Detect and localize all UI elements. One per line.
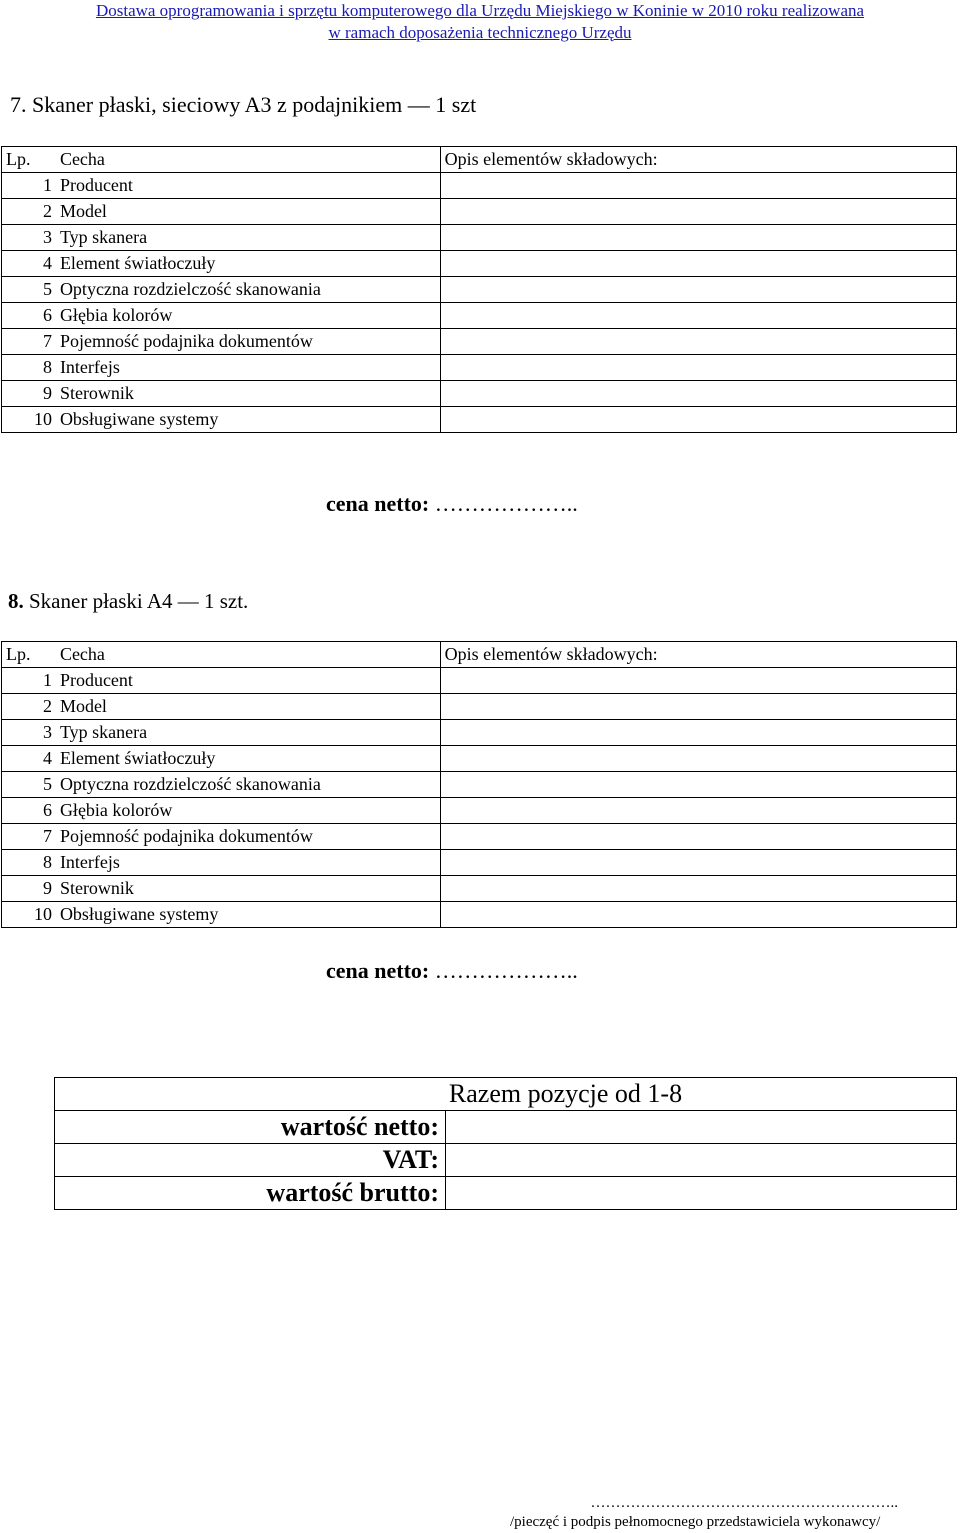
table-row (2, 850, 957, 876)
row-description (440, 381, 956, 407)
signature-caption: /pieczęć i podpis pełnomocnego przedstawiciela wykonawcy/ (510, 1514, 881, 1530)
row-description (440, 746, 956, 772)
row-feature: Pojemność podajnika dokumentów (56, 824, 440, 850)
summary-label-net: wartość netto: (55, 1111, 446, 1144)
row-number: 4 (2, 746, 56, 772)
row-feature: Typ skanera (56, 720, 440, 746)
row-description (440, 355, 956, 381)
section-8-spec-table (1, 641, 957, 928)
row-feature: Głębia kolorów (56, 798, 440, 824)
section-8-title-num: 8. (8, 589, 24, 613)
summary-title-row (55, 1078, 957, 1111)
table-row (2, 772, 957, 798)
section-7-spec-table (1, 146, 957, 433)
row-description (440, 694, 956, 720)
row-number: 8 (2, 850, 56, 876)
row-feature: Optyczna rozdzielczość skanowania (56, 772, 440, 798)
section-7-price (326, 491, 578, 517)
row-description (440, 329, 956, 355)
table-row (2, 303, 957, 329)
row-feature: Model (56, 694, 440, 720)
row-number: 6 (2, 798, 56, 824)
section-8-price-value: ……………….. (434, 958, 578, 983)
table-row (2, 355, 957, 381)
summary-label-gross: wartość brutto: (55, 1177, 446, 1210)
header-line-2: w ramach doposażenia technicznego Urzędu (328, 23, 632, 42)
summary-row-vat (55, 1144, 957, 1177)
table-row (2, 329, 957, 355)
row-description (440, 850, 956, 876)
row-description (440, 173, 956, 199)
row-feature: Obsługiwane systemy (56, 407, 440, 433)
row-number: 3 (2, 720, 56, 746)
row-feature: Sterownik (56, 381, 440, 407)
summary-row-net (55, 1111, 957, 1144)
header-lp: Lp. (2, 147, 56, 173)
row-description (440, 225, 956, 251)
row-number: 8 (2, 355, 56, 381)
row-feature: Głębia kolorów (56, 303, 440, 329)
row-feature: Producent (56, 668, 440, 694)
row-description (440, 277, 956, 303)
table-row (2, 277, 957, 303)
row-number: 9 (2, 876, 56, 902)
row-description (440, 772, 956, 798)
table-header-row (2, 147, 957, 173)
row-description (440, 720, 956, 746)
summary-value-vat (446, 1144, 957, 1177)
summary-title: Razem pozycje od 1-8 (55, 1078, 957, 1111)
table-row (2, 251, 957, 277)
row-description (440, 668, 956, 694)
section-8-spec-body (2, 642, 957, 928)
row-number: 5 (2, 772, 56, 798)
header-feature: Cecha (56, 147, 440, 173)
row-description (440, 407, 956, 433)
row-feature: Producent (56, 173, 440, 199)
table-row (2, 876, 957, 902)
header-lp: Lp. (2, 642, 56, 668)
row-feature: Typ skanera (56, 225, 440, 251)
header-description: Opis elementów składowych: (440, 147, 956, 173)
table-row (2, 720, 957, 746)
header-line-1: Dostawa oprogramowania i sprzętu komputerowego dla Urzędu Miejskiego w Koninie w 2010 roku realizowana (95, 1, 865, 20)
row-number: 7 (2, 824, 56, 850)
summary-label-vat: VAT: (55, 1144, 446, 1177)
summary-value-net (446, 1111, 957, 1144)
row-description (440, 199, 956, 225)
row-feature: Obsługiwane systemy (56, 902, 440, 928)
row-number: 1 (2, 173, 56, 199)
row-feature: Sterownik (56, 876, 440, 902)
row-number: 3 (2, 225, 56, 251)
section-8-price (326, 958, 578, 984)
section-7-price-label: cena netto: (326, 491, 430, 516)
row-description (440, 824, 956, 850)
row-number: 9 (2, 381, 56, 407)
summary-table (54, 1077, 957, 1210)
row-number: 6 (2, 303, 56, 329)
row-number: 2 (2, 694, 56, 720)
row-description (440, 303, 956, 329)
table-row (2, 225, 957, 251)
row-description (440, 798, 956, 824)
table-header-row (2, 642, 957, 668)
document-header (0, 0, 960, 44)
section-7-spec-body (2, 147, 957, 433)
table-row (2, 199, 957, 225)
row-feature: Pojemność podajnika dokumentów (56, 329, 440, 355)
table-row (2, 381, 957, 407)
table-row (2, 824, 957, 850)
row-number: 10 (2, 407, 56, 433)
table-row (2, 798, 957, 824)
row-description (440, 902, 956, 928)
section-8-price-label: cena netto: (326, 958, 430, 983)
summary-row-gross (55, 1177, 957, 1210)
header-description: Opis elementów składowych: (440, 642, 956, 668)
table-row (2, 902, 957, 928)
table-row (2, 173, 957, 199)
table-row (2, 746, 957, 772)
section-8-title (8, 589, 248, 614)
section-7-price-value: ……………….. (434, 491, 578, 516)
row-description (440, 251, 956, 277)
table-row (2, 668, 957, 694)
section-7-title: 7. Skaner płaski, sieciowy A3 z podajnikiem — 1 szt (10, 92, 477, 117)
row-feature: Model (56, 199, 440, 225)
row-feature: Element światłoczuły (56, 746, 440, 772)
row-feature: Element światłoczuły (56, 251, 440, 277)
row-feature: Interfejs (56, 850, 440, 876)
table-row (2, 407, 957, 433)
row-description (440, 876, 956, 902)
row-number: 5 (2, 277, 56, 303)
table-row (2, 694, 957, 720)
row-feature: Optyczna rozdzielczość skanowania (56, 277, 440, 303)
section-8-title-text: Skaner płaski A4 — 1 szt. (29, 589, 249, 613)
row-number: 10 (2, 902, 56, 928)
row-feature: Interfejs (56, 355, 440, 381)
row-number: 4 (2, 251, 56, 277)
row-number: 2 (2, 199, 56, 225)
signature-dots: …………………………………………………….. (590, 1495, 898, 1511)
row-number: 7 (2, 329, 56, 355)
header-feature: Cecha (56, 642, 440, 668)
row-number: 1 (2, 668, 56, 694)
summary-value-gross (446, 1177, 957, 1210)
